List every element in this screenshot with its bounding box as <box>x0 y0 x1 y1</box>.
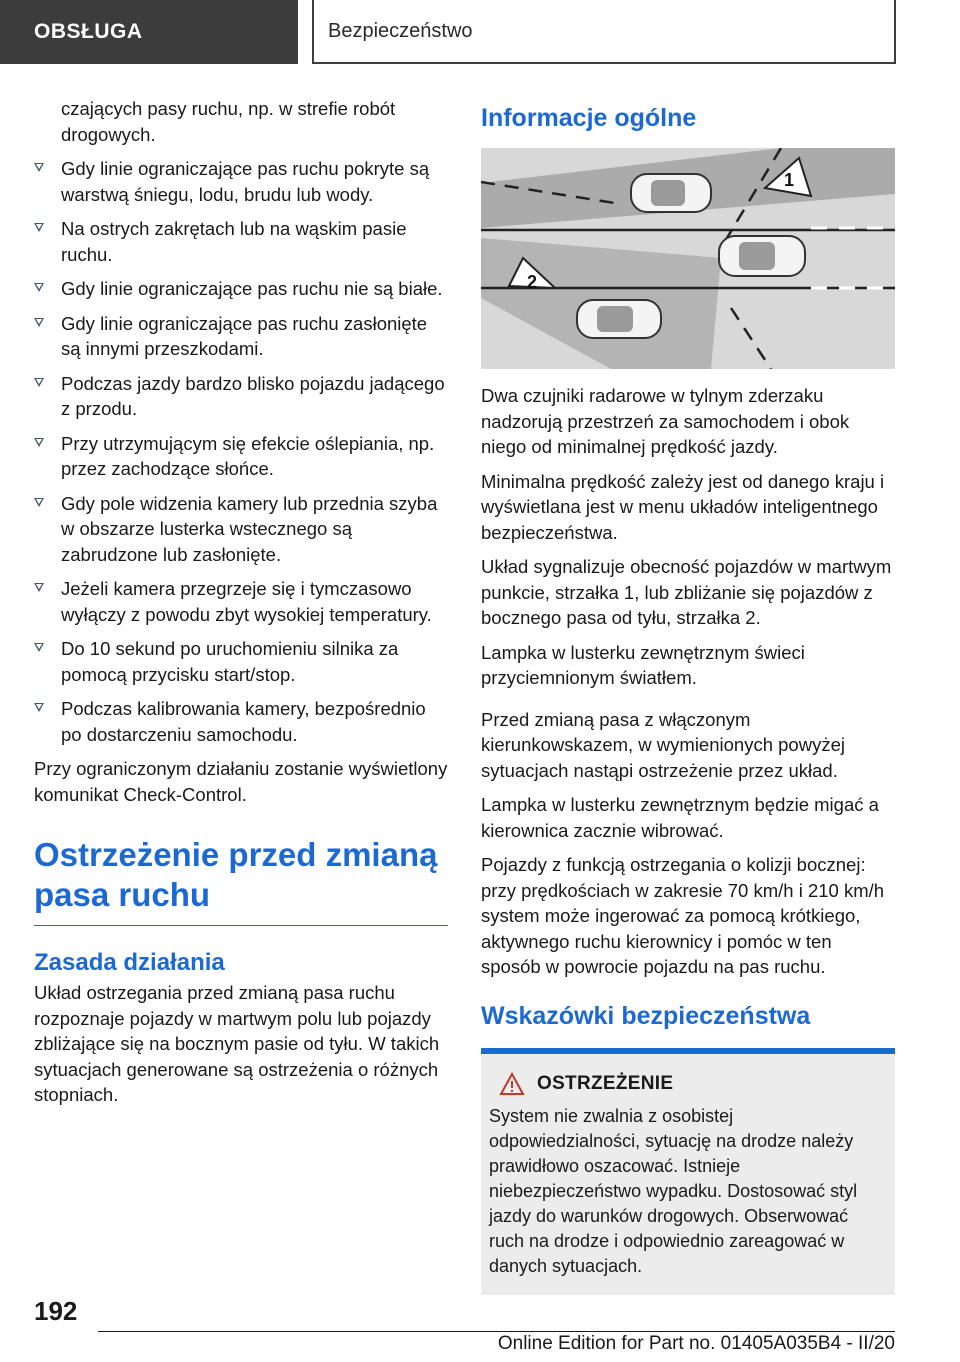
paragraph: Minimalna prędkość zależy jest od danego kraju i wyświetlana jest w menu układów inteligentnego bezpieczeństwa. <box>481 470 885 543</box>
warning-triangle-icon <box>499 1072 525 1096</box>
safety-heading: Wskazówki bezpieczeństwa <box>481 1001 811 1030</box>
blind-spot-diagram <box>481 148 895 369</box>
list-item: Podczas kalibrowania kamery, bezpośrednio po dostarczeniu samochodu. <box>34 696 448 747</box>
arrow-1-label: 1 <box>784 170 795 190</box>
bullet-arrow-icon <box>34 318 44 327</box>
right-column <box>481 102 895 1295</box>
list-item: Gdy pole widzenia kamery lub przednia szyba w obszarze lusterka wstecznego są zabrudzone lub zasłonięte. <box>34 491 448 568</box>
list-item: Gdy linie ograniczające pas ruchu zasłonięte są innymi przeszkodami. <box>34 311 448 362</box>
paragraph: Układ sygnalizuje obecność pojazdów w martwym punkcie, strzałka 1, lub zbliżanie się pojazdów z bocznego pasa od tyłu, strzałka 2. <box>481 556 892 628</box>
warning-text: System nie zwalnia z osobistej odpowiedzialności, sytuację na drodze należy prawidłowo oszacować. Istnieje niebezpieczeństwo wypadku. Dostosować styl jazdy do warunków drogowych. Obserwować ruch na drodze i odpowiednio zareagować w danych sytuacjach. <box>489 1105 858 1276</box>
header-section-label: OBSŁUGA <box>34 20 143 43</box>
limited-function-note: Przy ograniczonym działaniu zostanie wyświetlony komunikat Check-Control. <box>34 758 448 805</box>
header-chapter-label: Bezpieczeństwo <box>328 19 473 42</box>
warning-box <box>481 1048 895 1295</box>
bullet-arrow-icon <box>34 223 44 232</box>
footer-edition: Online Edition for Part no. 01405A035B4 - II/20 <box>497 1333 895 1354</box>
list-item: Do 10 sekund po uruchomieniu silnika za pomocą przycisku start/stop. <box>34 636 448 687</box>
car-own <box>719 236 805 276</box>
section-title: Ostrzeżenie przed zmianą pasa ruchu <box>34 835 448 926</box>
arrow-2-label: 2 <box>527 272 538 292</box>
paragraph: Dwa czujniki radarowe w tylnym zderzaku nadzorują przestrzeń za samochodem i obok niego od minimalnej prędkość jazdy. <box>481 385 850 457</box>
paragraph: Lampka w lusterku zewnętrznym świeci przyciemnionym światłem. <box>481 641 805 688</box>
page-number: 192 <box>34 1296 78 1326</box>
car-top-left <box>631 174 711 212</box>
list-item: Gdy linie ograniczające pas ruchu nie są białe. <box>34 276 448 302</box>
warning-title: OSTRZEŻENIE <box>537 1072 674 1094</box>
list-item: Podczas jazdy bardzo blisko pojazdu jadącego z przodu. <box>34 371 448 422</box>
paragraph: Lampka w lusterku zewnętrznym będzie migać a kierownica zacznie wibrować. <box>481 794 879 841</box>
list-item: Na ostrych zakrętach lub na wąskim pasie ruchu. <box>34 216 448 267</box>
bullet-arrow-icon <box>34 498 44 507</box>
list-item: Jeżeli kamera przegrzeje się i tymczasowo wyłączy z powodu zbyt wysokiej temperatury. <box>34 576 448 627</box>
bullet-arrow-icon <box>34 643 44 652</box>
paragraph: Przed zmianą pasa z włączonym kierunkowskazem, w wymienionych powyżej sytuacjach nastąpi ostrzeżenie przez układ. <box>481 708 845 781</box>
bullet-arrow-icon <box>34 283 44 292</box>
paragraph: Pojazdy z funkcją ostrzegania o kolizji bocznej: przy prędkościach w zakresie 70 km/h i 210 km/h system może ingerować za pomocą krótkiego, aktywnego ruchu kierownicy i pomóc w ten sposób w powrocie pojazdu na pas ruchu. <box>481 854 885 977</box>
left-column <box>34 96 448 1117</box>
list-item: Przy utrzymującym się efekcie oślepiania, np. przez zachodzące słońce. <box>34 431 448 482</box>
header-chapter-tab <box>312 0 896 64</box>
car-bottom <box>577 300 661 338</box>
warning-header <box>499 1072 887 1096</box>
bullet-continuation: czających pasy ruchu, np. w strefie robót drogowych. <box>61 98 396 145</box>
list-item: Gdy linie ograniczające pas ruchu pokryte są warstwą śniegu, lodu, brudu lub wody. <box>34 156 448 207</box>
principle-text: Układ ostrzegania przed zmianą pasa ruchu rozpoznaje pojazdy w martwym polu lub pojazdy zbliżające się na bocznym pasie od tyłu. W takich sytuacjach generowane są ostrzeżenia o różnych stopniach. <box>34 982 440 1105</box>
principle-heading: Zasada działania <box>34 949 225 976</box>
header-section-tab <box>0 0 298 64</box>
bullet-arrow-icon <box>34 438 44 447</box>
general-info-heading: Informacje ogólne <box>481 104 697 132</box>
bullet-arrow-icon <box>34 583 44 592</box>
bullet-arrow-icon <box>34 163 44 172</box>
footer-divider <box>98 1331 895 1332</box>
bullet-arrow-icon <box>34 703 44 712</box>
bullet-arrow-icon <box>34 378 44 387</box>
